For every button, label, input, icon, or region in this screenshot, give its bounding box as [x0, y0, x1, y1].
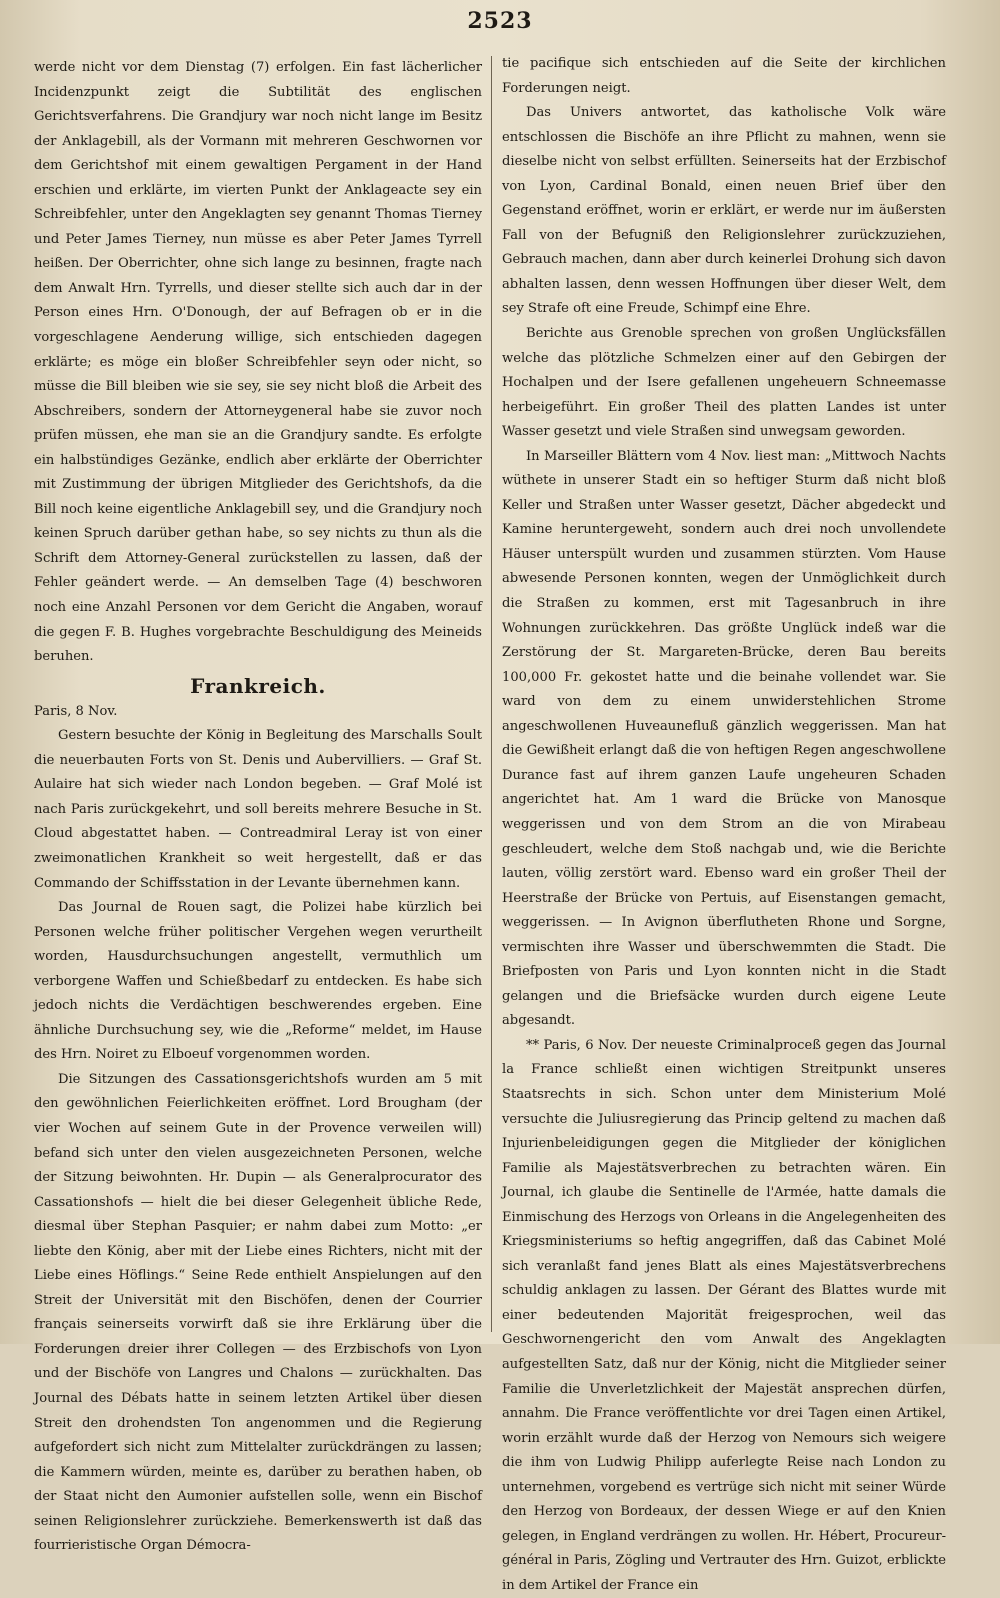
section-heading: Frankreich.	[190, 673, 326, 698]
article-paragraph: ** Paris, 6 Nov. Der neueste Criminalproceß gegen das Journal la France schließt einen wichtigen Streitpunkt unseres Staatsrechts in sich. Schon unter dem Ministerium Molé versuchte die Juliusregierung das Princip geltend zu machen daß Injurienbeleidigungen gegen die Mitglieder der königlichen Familie als Majestätsverbrechen zu betrachten wären. Ein Journal, ich glaube die Sentinelle de l'Armée, hatte damals die Einmischung des Herzogs von Orleans in die Angelegenheiten des Kriegsministeriums so heftig angegriffen, daß das Cabinet Molé sich veranlaßt fand jenes Blatt als eines Majestätsverbrechens schuldig anklagen zu lassen. Der Gérant des Blattes wurde mit einer bedeutenden Majorität freigesprochen, weil das Geschwornengericht den vom Anwalt des Angeklagten aufgestellten Satz, daß nur der König, nicht die Mitglieder seiner Familie die Unverletzlichkeit der Majestät ansprechen dürfen, annahm. Die France veröffentlichte vor drei Tagen einen Artikel, worin erzählt wurde daß der Herzog von Nemours sich weigere die ihm von Ludwig Philipp auferlegte Reise nach London zu unternehmen, vorgebend es vertrüge sich nicht mit seiner Würde den Herzog von Bordeaux, der dessen Wiege er auf den Knien gelegen, in England verdrängen zu wollen. Hr. Hébert, Procureur-général in Paris, Zögling und Vertrauter des Hrn. Guizot, erblickte in dem Artikel der France ein	[502, 1037, 946, 1593]
column-divider	[491, 56, 492, 1332]
right-column	[502, 52, 946, 1593]
article-paragraph: Die Sitzungen des Cassationsgerichtshofs wurden am 5 mit den gewöhnlichen Feierlichkeiten eröffnet. Lord Brougham (der vier Wochen auf seinem Gute in der Provence verweilen will) befand sich unter den vielen ausgezeichneten Personen, welche der Sitzung beiwohnten. Hr. Dupin — als Generalprocurator des Cassationshofs — hielt die bei dieser Gelegenheit übliche Rede, diesmal über Stephan Pasquier; er nahm dabei zum Motto: „er liebte den König, aber mit der Liebe eines Richters, nicht mit der Liebe eines Höflings.“ Seine Rede enthielt Anspielungen auf den Streit der Universität mit den Bischöfen, denen der Courrier français seinerseits vorwirft daß sie ihre Erklärung über die Forderungen dreier ihrer Collegen — des Erzbischofs von Lyon und der Bischöfe von Langres und Chalons — zurückhalten. Das Journal des Débats hatte in seinem letzten Artikel über diesen Streit den drohendsten Ton angenommen und die Regierung aufgefordert sich nicht zum Mittelalter zurückdrängen zu lassen; die Kammern würden, meinte es, darüber zu berathen haben, ob der Staat nicht den Aumonier aufstellen solle, wenn ein Bischof seinen Religionslehrer zurückziehe. Bemerkenswerth ist daß das fourrieristische Organ Démocra-	[34, 1071, 482, 1554]
article-paragraph: werde nicht vor dem Dienstag (7) erfolgen. Ein fast lächerlicher Incidenzpunkt zeigt die Subtilität des englischen Gerichtsverfahrens. Die Grandjury war noch nicht lange im Besitz der Anklagebill, als der Vormann mit mehreren Geschwornen vor dem Gerichtshof mit einem gewaltigen Pergament in der Hand erschien und erklärte, im vierten Punkt der Anklageacte sey ein Schreibfehler, unter den Angeklagten sey genannt Thomas Tierney und Peter James Tierney, nun müsse es aber Peter James Tyrrell heißen. Der Oberrichter, ohne sich lange zu besinnen, fragte nach dem Anwalt Hrn. Tyrrells, und dieser stellte sich auch dar in der Person eines Hrn. O'Donough, der auf Befragen ob er in die vorgeschlagene Aenderung willige, sich entschieden dagegen erklärte; es möge ein bloßer Schreibfehler seyn oder nicht, so müsse die Bill bleiben wie sie sey, sie sey nicht bloß die Arbeit des Abschreibers, sondern der Attorneygeneral habe sie zuvor noch prüfen müssen, ehe man sie an die Grandjury sandte. Es erfolgte ein halbstündiges Gezänke, endlich aber erklärte der Oberrichter mit Zustimmung der übrigen Mitglieder des Gerichtshofs, da die Bill noch keine eigentliche Anklagebill sey, und die Grandjury noch keinen Spruch darüber gethan habe, so sey nichts zu thun als die Schrift dem Attorney-General zurückstellen zu lassen, daß der Fehler geändert werde. — An demselben Tage (4) beschworen noch eine Anzahl Personen vor dem Gericht die Angaben, worauf die gegen F. B. Hughes vorgebrachte Beschuldigung des Meineids beruhen.	[34, 60, 482, 665]
article-paragraph: In Marseiller Blättern vom 4 Nov. liest man: „Mittwoch Nachts wüthete in unserer Stadt ein so heftiger Sturm daß nicht bloß Keller und Straßen unter Wasser gesetzt, Dächer abgedeckt und Kamine heruntergeweht, sondern auch drei noch unvollendete Häuser unterspült wurden und zusammen stürzten. Vom Hause abwesende Personen konnten, wegen der Unmöglichkeit durch die Straßen zu kommen, erst mit Tagesanbruch in ihre Wohnungen zurückkehren. Das größte Unglück indeß war die Zerstörung der St. Margareten-Brücke, deren Bau bereits 100,000 Fr. gekostet hatte und die beinahe vollendet war. Sie ward von dem zu einem unwiderstehlichen Strome angeschwollenen Huveaunefluß gänzlich weggerissen. Man hat die Gewißheit erlangt daß die von heftigen Regen angeschwollene Durance fast auf ihrem ganzen Laufe ungeheuren Schaden angerichtet hat. Am 1 ward die Brücke von Manosque weggerissen und von dem Strom an die von Mirabeau geschleudert, welche dem Stoß nachgab und, wie die Berichte lauten, völlig zerstört ward. Ebenso ward ein großer Theil der Heerstraße der Brücke von Pertuis, auf Eisenstangen gemacht, weggerissen. — In Avignon überflutheten Rhone und Sorgne, vermischten ihre Wasser und überschwemmten die Stadt. Die Briefposten von Paris und Lyon konnten nicht in die Stadt gelangen und die Briefsäcke wurden durch eigene Leute abgesandt.	[502, 448, 946, 1029]
left-column	[34, 56, 482, 1554]
article-paragraph: Das Journal de Rouen sagt, die Polizei habe kürzlich bei Personen welche früher politischer Vergehen wegen verurtheilt worden, Hausdurchsuchungen angestellt, vermuthlich um verborgene Waffen und Schießbedarf zu entdecken. Es habe sich jedoch nichts die Verdächtigen beschwerendes ergeben. Eine ähnliche Durchsuchung sey, wie die „Reforme“ meldet, im Hause des Hrn. Noiret zu Elboeuf vorgenommen worden.	[34, 900, 482, 1063]
article-paragraph: Das Univers antwortet, das katholische Volk wäre entschlossen die Bischöfe an ihre Pflicht zu mahnen, wenn sie dieselbe nicht von selbst erfüllten. Seinerseits hat der Erzbischof von Lyon, Cardinal Bonald, einen neuen Brief über den Gegenstand eröffnet, worin er erklärt, er werde nur im äußersten Fall von der Befugniß den Religionslehrer zurückzuziehen, Gebrauch machen, dann aber durch keinerlei Drohung sich davon abhalten lassen, denn wessen Hoffnungen über dieser Welt, dem sey Strafe oft eine Freude, Schimpf eine Ehre.	[502, 105, 946, 317]
article-paragraph: tie pacifique sich entschieden auf die Seite der kirchlichen Forderungen neigt.	[502, 56, 946, 96]
article-paragraph: Gestern besuchte der König in Begleitung des Marschalls Soult die neuerbauten Forts von St. Denis und Aubervilliers. — Graf St. Aulaire hat sich wieder nach London begeben. — Graf Molé ist nach Paris zurückgekehrt, und soll bereits mehrere Besuche in St. Cloud abgestattet haben. — Contreadmiral Leray ist von einer zweimonatlichen Krankheit so weit hergestellt, daß er das Commando der Schiffsstation in der Levante übernehmen kann.	[34, 728, 482, 891]
dateline: Paris, 8 Nov.	[34, 703, 118, 719]
article-paragraph: Berichte aus Grenoble sprechen von großen Unglücksfällen welche das plötzliche Schmelzen einer auf den Gebirgen der Hochalpen und der Isere gefallenen ungeheuern Schneemasse herbeigeführt. Ein großer Theil des platten Landes ist unter Wasser gesetzt und viele Straßen sind unwegsam geworden.	[502, 326, 946, 440]
page-number: 2523	[467, 8, 533, 34]
